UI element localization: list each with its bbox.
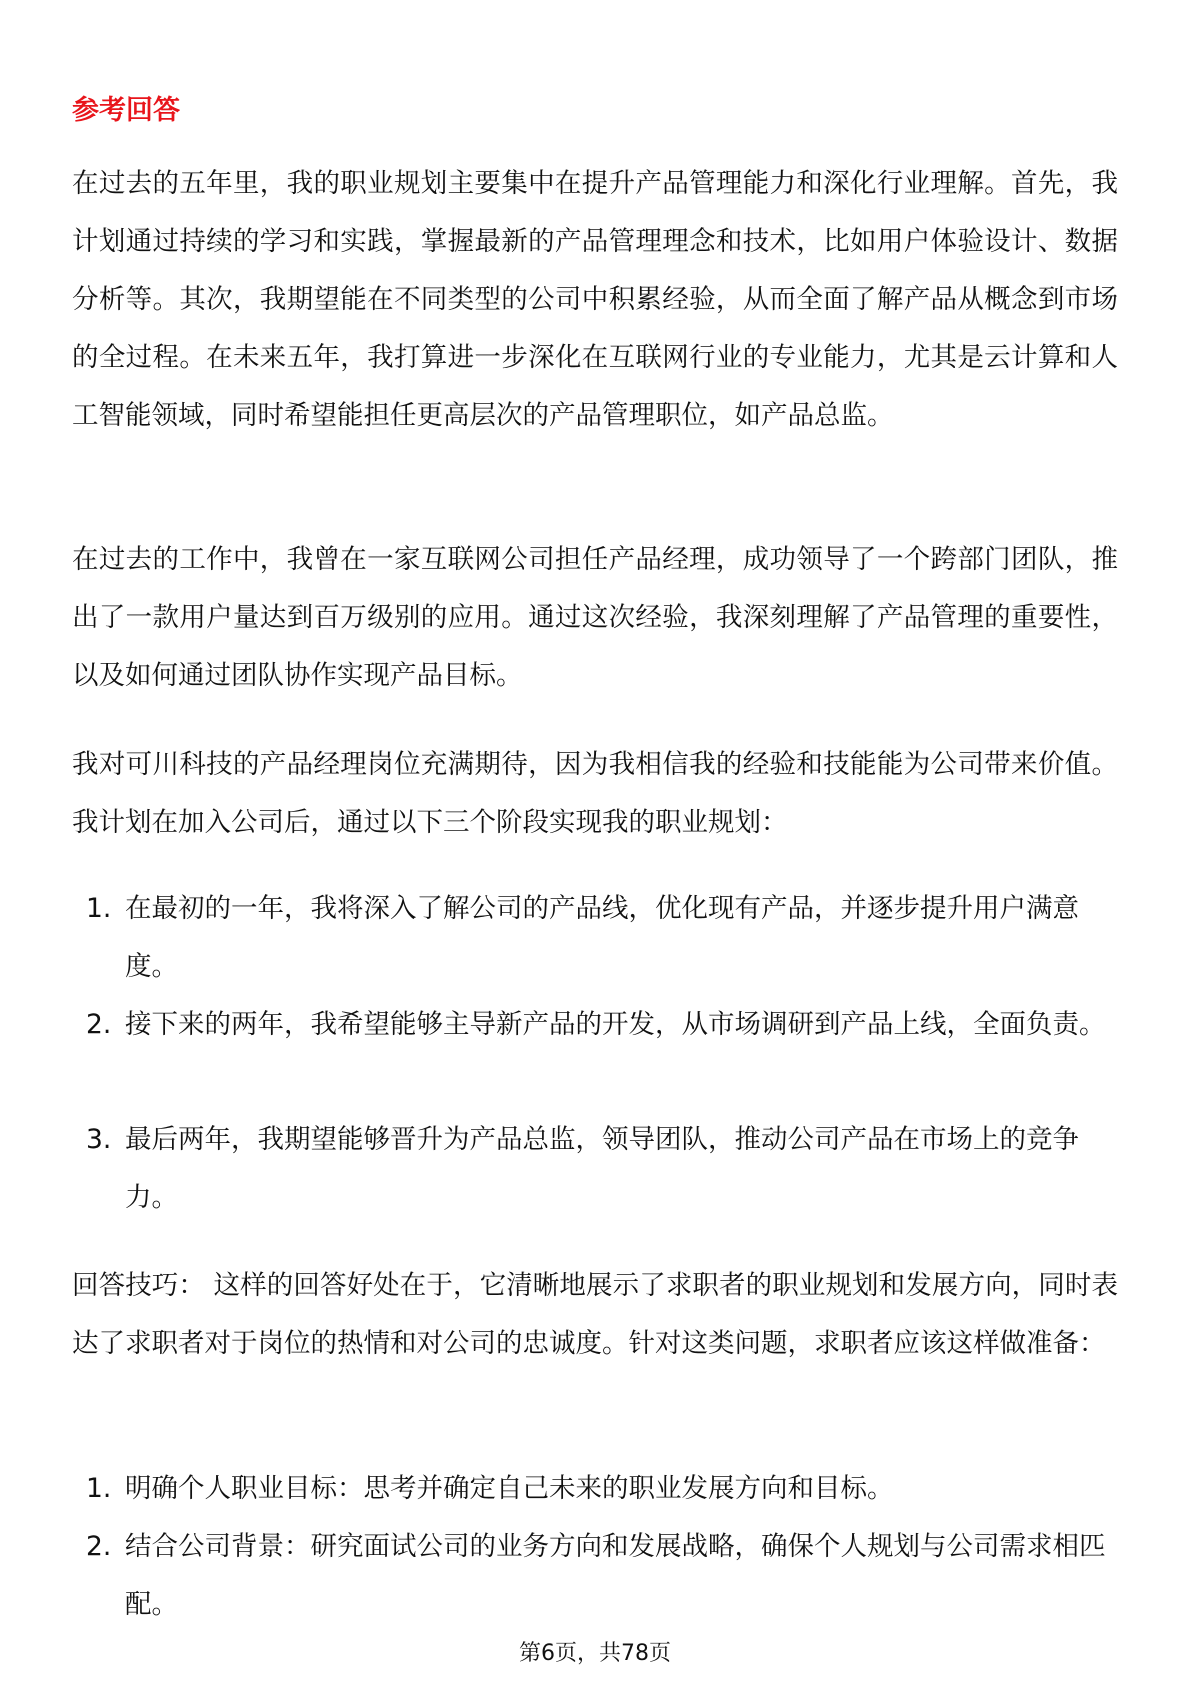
list-item xyxy=(72,1111,1118,1227)
list-text: 结合公司背景：研究面试公司的业务方向和发展战略，确保个人规划与公司需求相匹配。 xyxy=(125,1531,1106,1620)
list-text: 接下来的两年，我希望能够主导新产品的开发，从市场调研到产品上线，全面负责。 xyxy=(125,1009,1106,1040)
paragraph-expectation: 我对可川科技的产品经理岗位充满期待，因为我相信我的经验和技能能为公司带来价值。我计划在加入公司后，通过以下三个阶段实现我的职业规划： xyxy=(72,749,1118,838)
paragraph-experience: 在过去的工作中，我曾在一家互联网公司担任产品经理，成功领导了一个跨部门团队，推出了一款用户量达到百万级别的应用。通过这次经验，我深刻理解了产品管理的重要性，以及如何通过团队协作实现产品目标。 xyxy=(72,544,1118,691)
list-number: 2. xyxy=(86,1009,112,1040)
list-text: 最后两年，我期望能够晋升为产品总监，领导团队，推动公司产品在市场上的竞争力。 xyxy=(125,1124,1079,1213)
list-number: 2. xyxy=(86,1531,112,1562)
paragraph-career-plan: 在过去的五年里，我的职业规划主要集中在提升产品管理能力和深化行业理解。首先，我计划通过持续的学习和实践，掌握最新的产品管理理念和技术，比如用户体验设计、数据分析等。其次，我期望能在不同类型的公司中积累经验，从而全面了解产品从概念到市场的全过程。在未来五年，我打算进一步深化在互联网行业的专业能力，尤其是云计算和人工智能领域，同时希望能担任更高层次的产品管理职位，如产品总监。 xyxy=(72,168,1118,431)
section-heading: 参考回答 xyxy=(72,95,180,126)
list-number: 1. xyxy=(86,1473,112,1504)
list-item xyxy=(72,880,1118,996)
answer-tips: 回答技巧： 这样的回答好处在于，它清晰地展示了求职者的职业规划和发展方向，同时表达了求职者对于岗位的热情和对公司的忠诚度。针对这类问题，求职者应该这样做准备： xyxy=(72,1270,1118,1359)
list-number: 1. xyxy=(86,893,112,924)
list-item xyxy=(72,1460,1118,1518)
list-item xyxy=(72,996,1118,1054)
page-number: 第6页，共78页 xyxy=(519,1641,671,1666)
list-text: 在最初的一年，我将深入了解公司的产品线，优化现有产品，并逐步提升用户满意度。 xyxy=(125,893,1079,982)
list-number: 3. xyxy=(86,1124,112,1155)
list-text: 明确个人职业目标：思考并确定自己未来的职业发展方向和目标。 xyxy=(125,1473,894,1504)
list-item xyxy=(72,1518,1118,1634)
